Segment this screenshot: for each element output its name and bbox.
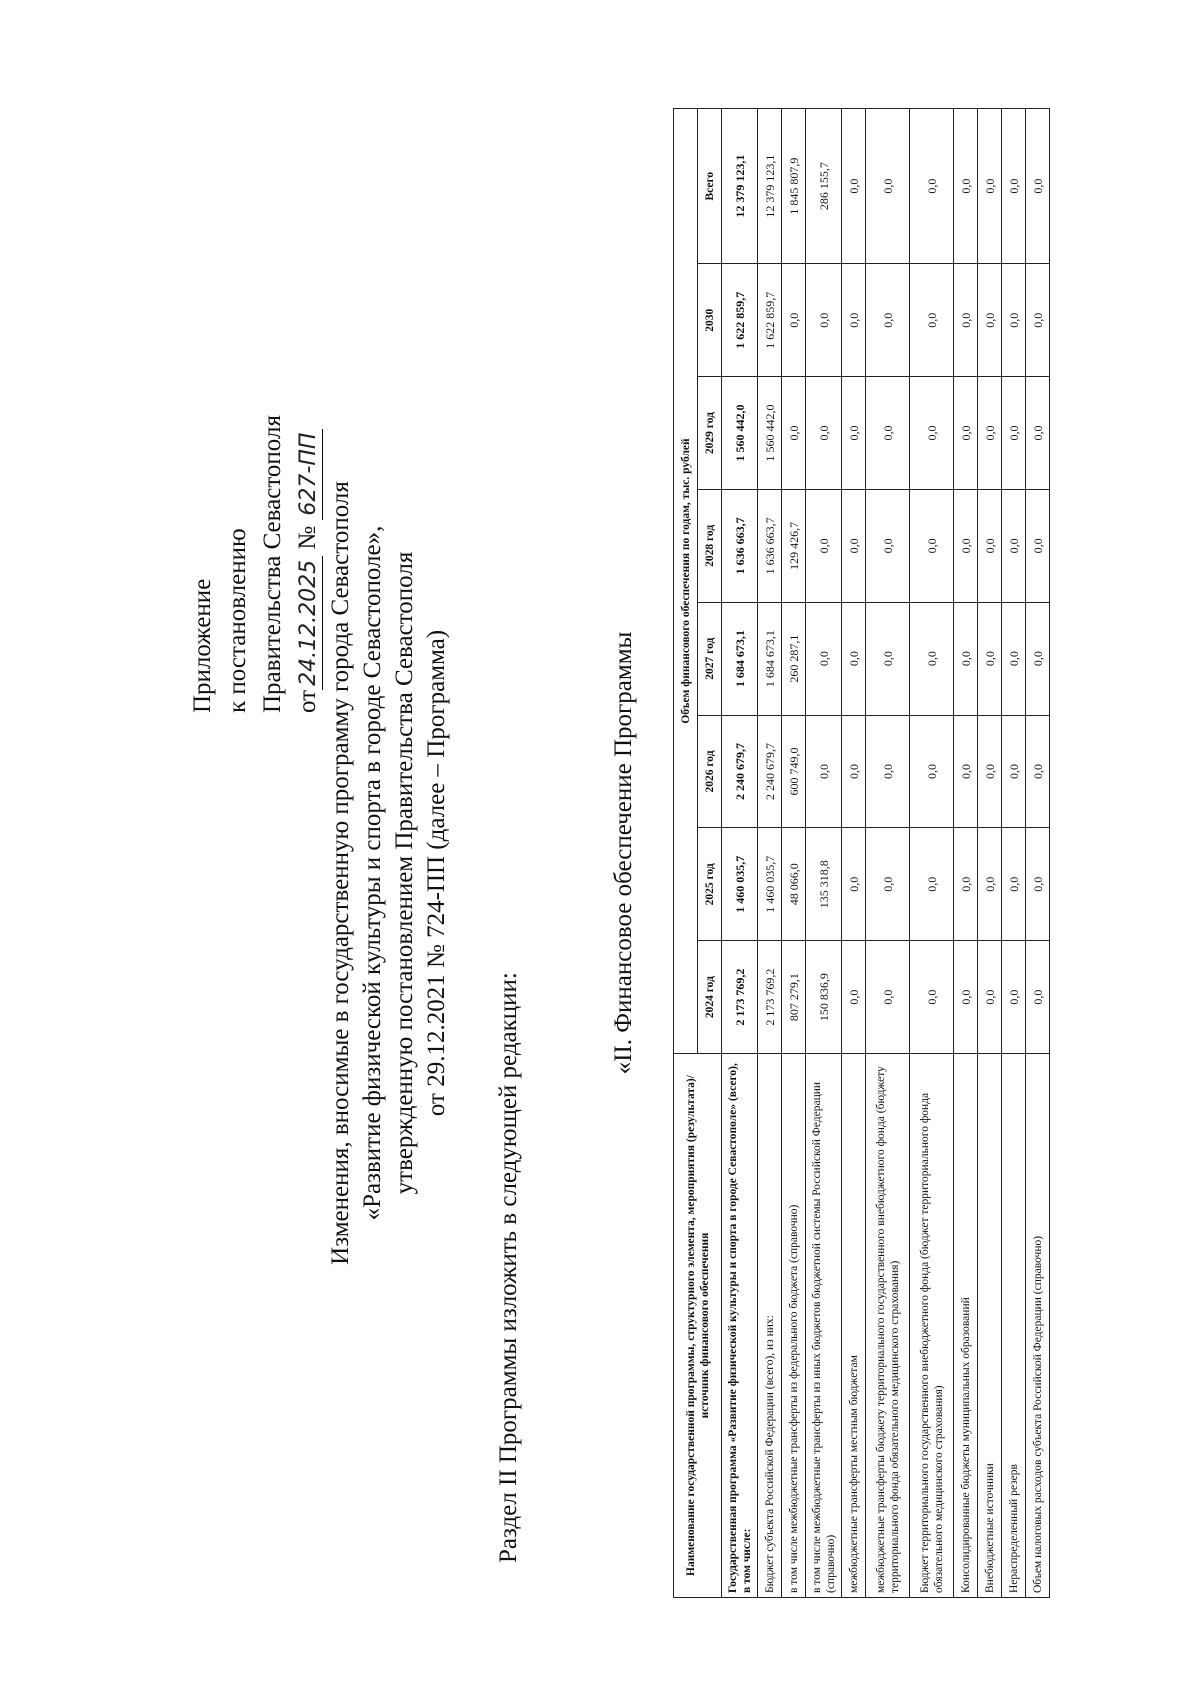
heading-line-1: Изменения, вносимые в государственную программу города Севастополя	[327, 481, 354, 1265]
value-cell: 0,0	[954, 828, 978, 941]
value-cell: 0,0	[842, 489, 866, 602]
value-cell: 1 560 442,0	[758, 377, 782, 490]
value-cell: 1 636 663,7	[758, 489, 782, 602]
row-name-cell: Консолидированные бюджеты муниципальных образований	[954, 1054, 978, 1598]
value-cell: 0,0	[978, 489, 1002, 602]
value-cell: 2 240 679,7	[722, 715, 758, 828]
value-cell: 1 622 859,7	[758, 264, 782, 377]
value-cell: 12 379 123,1	[758, 109, 782, 264]
heading-line-3: утвержденную постановлением Правительства Севастополя	[391, 551, 418, 1195]
value-cell: 0,0	[1026, 109, 1050, 264]
value-cell: 0,0	[954, 109, 978, 264]
value-cell: 600 749,0	[782, 715, 806, 828]
value-cell: 150 836,9	[806, 941, 842, 1054]
value-cell: 0,0	[978, 602, 1002, 715]
table-row	[842, 109, 866, 1598]
header-year-cell: 2026 год	[698, 715, 722, 828]
table-row	[954, 109, 978, 1598]
value-cell: 0,0	[1026, 941, 1050, 1054]
value-cell: 0,0	[1002, 109, 1026, 264]
value-cell: 0,0	[910, 941, 954, 1054]
value-cell: 0,0	[978, 828, 1002, 941]
value-cell: 0,0	[866, 828, 910, 941]
appendix-title: Приложение	[189, 578, 216, 713]
table-row	[866, 109, 910, 1598]
from-prefix: от	[294, 689, 321, 713]
table-row	[806, 109, 842, 1598]
value-cell: 0,0	[1002, 377, 1026, 490]
row-name-cell: Бюджет субъекта Российской Федерации (всего), из них:	[758, 1054, 782, 1598]
value-cell: 807 279,1	[782, 941, 806, 1054]
value-cell: 0,0	[1026, 602, 1050, 715]
row-name-cell: Внебюджетные источники	[978, 1054, 1002, 1598]
value-cell: 0,0	[1026, 715, 1050, 828]
value-cell: 0,0	[978, 109, 1002, 264]
row-name-cell: межбюджетные трансферты местным бюджетам	[842, 1054, 866, 1598]
table-row	[1026, 109, 1050, 1598]
value-cell: 2 173 769,2	[722, 941, 758, 1054]
section-title: «II. Финансовое обеспечение Программы	[610, 631, 637, 1075]
value-cell: 0,0	[910, 489, 954, 602]
value-cell: 260 287,1	[782, 602, 806, 715]
value-cell: 0,0	[910, 715, 954, 828]
value-cell: 0,0	[1002, 715, 1026, 828]
table-row	[722, 109, 758, 1598]
value-cell: 12 379 123,1	[722, 109, 758, 264]
value-cell: 0,0	[954, 941, 978, 1054]
appendix-government-line: Правительства Севастополя	[259, 415, 286, 713]
header-year-cell: 2024 год	[698, 941, 722, 1054]
value-cell: 0,0	[954, 264, 978, 377]
value-cell: 129 426,7	[782, 489, 806, 602]
value-cell: 0,0	[842, 602, 866, 715]
heading-line-4: от 29.12.2021 № 724-ПП (далее – Программа)	[423, 629, 450, 1117]
value-cell: 0,0	[1026, 264, 1050, 377]
appendix-date-number-line	[290, 353, 325, 713]
value-cell: 0,0	[978, 715, 1002, 828]
value-cell: 1 684 673,1	[722, 602, 758, 715]
value-cell: 0,0	[910, 109, 954, 264]
value-cell: 1 636 663,7	[722, 489, 758, 602]
value-cell: 0,0	[910, 377, 954, 490]
value-cell: 1 460 035,7	[722, 828, 758, 941]
handwritten-number: 627-ПП	[296, 429, 323, 520]
value-cell: 0,0	[842, 264, 866, 377]
value-cell: 0,0	[1026, 377, 1050, 490]
value-cell: 0,0	[978, 377, 1002, 490]
header-year-cell: Всего	[698, 109, 722, 264]
header-year-cell: 2027 год	[698, 602, 722, 715]
header-name-cell: Наименование государственной программы, структурного элемента, мероприятия (результата)/источник финансового обеспечения	[674, 1054, 722, 1598]
value-cell: 0,0	[1002, 489, 1026, 602]
value-cell: 0,0	[1002, 264, 1026, 377]
value-cell: 0,0	[1026, 489, 1050, 602]
value-cell: 0,0	[806, 489, 842, 602]
handwritten-date: 24.12.2025	[296, 556, 323, 690]
value-cell: 0,0	[978, 264, 1002, 377]
value-cell: 0,0	[866, 264, 910, 377]
value-cell: 0,0	[954, 489, 978, 602]
value-cell: 0,0	[782, 377, 806, 490]
table-row	[978, 109, 1002, 1598]
row-name-cell: в том числе межбюджетные трансферты из федерального бюджета (справочно)	[782, 1054, 806, 1598]
row-name-cell: Объем налоговых расходов субъекта Российской Федерации (справочно)	[1026, 1054, 1050, 1598]
value-cell: 0,0	[806, 602, 842, 715]
value-cell: 0,0	[1026, 828, 1050, 941]
value-cell: 0,0	[842, 109, 866, 264]
table-row	[910, 109, 954, 1598]
value-cell: 2 173 769,2	[758, 941, 782, 1054]
value-cell: 286 155,7	[806, 109, 842, 264]
table-row	[758, 109, 782, 1598]
value-cell: 1 845 807,9	[782, 109, 806, 264]
value-cell: 0,0	[954, 602, 978, 715]
row-name-cell: межбюджетные трансферты бюджету территориального государственного внебюджетного фонда (бюджету территориального фонда обязательного медицинского страхования)	[866, 1054, 910, 1598]
value-cell: 0,0	[866, 715, 910, 828]
value-cell: 135 318,8	[806, 828, 842, 941]
value-cell: 0,0	[866, 377, 910, 490]
value-cell: 0,0	[782, 264, 806, 377]
value-cell: 0,0	[1002, 941, 1026, 1054]
heading-line-2: «Развитие физической культуры и спорта в городе Севастополе»,	[359, 525, 386, 1221]
value-cell: 1 622 859,7	[722, 264, 758, 377]
value-cell: 0,0	[910, 264, 954, 377]
value-cell: 0,0	[910, 828, 954, 941]
row-name-cell: Бюджет территориального государственного внебюджетного фонда (бюджет территориального фонда обязательного медицинского страхования)	[910, 1054, 954, 1598]
table-row	[782, 109, 806, 1598]
value-cell: 0,0	[866, 109, 910, 264]
header-year-cell: 2030	[698, 264, 722, 377]
value-cell: 0,0	[866, 602, 910, 715]
value-cell: 0,0	[954, 715, 978, 828]
value-cell: 0,0	[806, 377, 842, 490]
value-cell: 0,0	[842, 715, 866, 828]
appendix-block	[185, 353, 325, 713]
section-instruction: Раздел II Программы изложить в следующей редакции:	[495, 972, 522, 1563]
value-cell: 0,0	[1002, 828, 1026, 941]
value-cell: 1 684 673,1	[758, 602, 782, 715]
value-cell: 0,0	[1002, 602, 1026, 715]
value-cell: 0,0	[866, 489, 910, 602]
value-cell: 0,0	[954, 377, 978, 490]
row-name-cell: в том числе межбюджетные трансферты из иных бюджетов бюджетной системы Российской Федерации (справочно)	[806, 1054, 842, 1598]
financing-table	[673, 108, 1050, 1598]
value-cell: 1 460 035,7	[758, 828, 782, 941]
table-row	[1002, 109, 1026, 1598]
row-name-cell: Государственная программа «Развитие физической культуры и спорта в городе Севастополе» (всего), в том числе:	[722, 1054, 758, 1598]
header-volume-cell: Объем финансового обеспечения по годам, тыс. рублей	[674, 109, 698, 1054]
appendix-resolution-line: к постановлению	[224, 528, 251, 713]
value-cell: 0,0	[842, 941, 866, 1054]
header-year-cell: 2028 год	[698, 489, 722, 602]
value-cell: 48 066,0	[782, 828, 806, 941]
value-cell: 0,0	[842, 828, 866, 941]
value-cell: 2 240 679,7	[758, 715, 782, 828]
value-cell: 0,0	[910, 602, 954, 715]
value-cell: 0,0	[842, 377, 866, 490]
rotated-sheet	[25, 73, 1175, 1633]
value-cell: 0,0	[866, 941, 910, 1054]
document-heading	[325, 373, 453, 1373]
header-year-cell: 2029 год	[698, 377, 722, 490]
number-sign: №	[294, 525, 321, 550]
value-cell: 0,0	[806, 264, 842, 377]
value-cell: 1 560 442,0	[722, 377, 758, 490]
header-year-cell: 2025 год	[698, 828, 722, 941]
row-name-cell: Нераспределенный резерв	[1002, 1054, 1026, 1598]
value-cell: 0,0	[806, 715, 842, 828]
value-cell: 0,0	[978, 941, 1002, 1054]
